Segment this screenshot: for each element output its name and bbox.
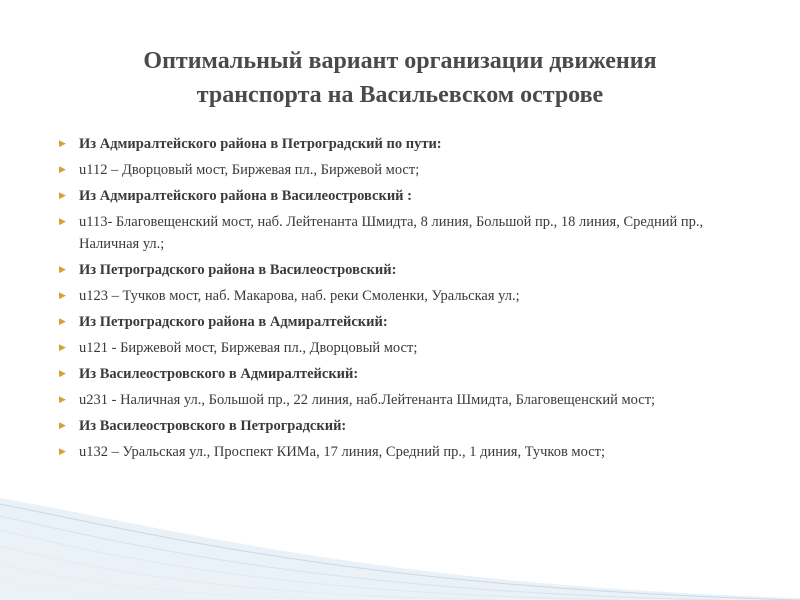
triangle-bullet-icon: ▶ [59, 447, 66, 457]
decorative-swoosh [0, 490, 800, 600]
direction-heading [57, 415, 757, 437]
route-item-text: u113- Благовещенский мост, наб. Лейтенанта Шмидта, 8 линия, Большой пр., 18 линия, Средний пр., Наличная ул.; [79, 214, 704, 252]
direction-heading [57, 363, 757, 385]
route-item [57, 337, 757, 359]
route-item [57, 285, 757, 307]
triangle-bullet-icon: ▶ [59, 191, 66, 201]
route-item-text: u112 – Дворцовый мост, Биржевая пл., Биржевой мост; [79, 162, 420, 178]
triangle-bullet-icon: ▶ [59, 139, 66, 149]
triangle-bullet-icon: ▶ [59, 369, 66, 379]
triangle-bullet-icon: ▶ [59, 421, 66, 431]
direction-heading [57, 185, 757, 207]
route-item-text: u132 – Уральская ул., Проспект КИМа, 17 линия, Средний пр., 1 диния, Тучков мост; [79, 444, 606, 460]
triangle-bullet-icon: ▶ [59, 265, 66, 275]
route-item [57, 389, 757, 411]
triangle-bullet-icon: ▶ [59, 395, 66, 405]
route-item-text: u121 - Биржевой мост, Биржевая пл., Дворцовый мост; [79, 340, 418, 356]
route-item-text: u123 – Тучков мост, наб. Макарова, наб. реки Смоленки, Уральская ул.; [79, 288, 520, 304]
route-item [57, 211, 757, 255]
slide-title [60, 44, 740, 112]
route-item [57, 441, 757, 463]
triangle-bullet-icon: ▶ [59, 165, 66, 175]
direction-heading [57, 311, 757, 333]
triangle-bullet-icon: ▶ [59, 343, 66, 353]
route-item [57, 159, 757, 181]
triangle-bullet-icon: ▶ [59, 291, 66, 301]
slide-title-line-2: транспорта на Васильевском острове [196, 82, 604, 108]
slide-title-line-1: Оптимальный вариант организации движения [143, 48, 657, 74]
direction-heading [57, 133, 757, 155]
route-item-text: u231 - Наличная ул., Большой пр., 22 линия, наб.Лейтенанта Шмидта, Благовещенский мост; [79, 392, 656, 408]
direction-heading-text: Из Василеостровского в Петроградский: [79, 418, 347, 434]
route-list [57, 133, 757, 467]
direction-heading-text: Из Адмиралтейского района в Петроградский по пути: [79, 136, 442, 152]
triangle-bullet-icon: ▶ [59, 317, 66, 327]
direction-heading-text: Из Адмиралтейского района в Василеостровский : [79, 188, 412, 204]
direction-heading-text: Из Василеостровского в Адмиралтейский: [79, 366, 359, 382]
direction-heading [57, 259, 757, 281]
direction-heading-text: Из Петроградского района в Адмиралтейский: [79, 314, 388, 330]
triangle-bullet-icon: ▶ [59, 217, 66, 227]
direction-heading-text: Из Петроградского района в Василеостровский: [79, 262, 397, 278]
